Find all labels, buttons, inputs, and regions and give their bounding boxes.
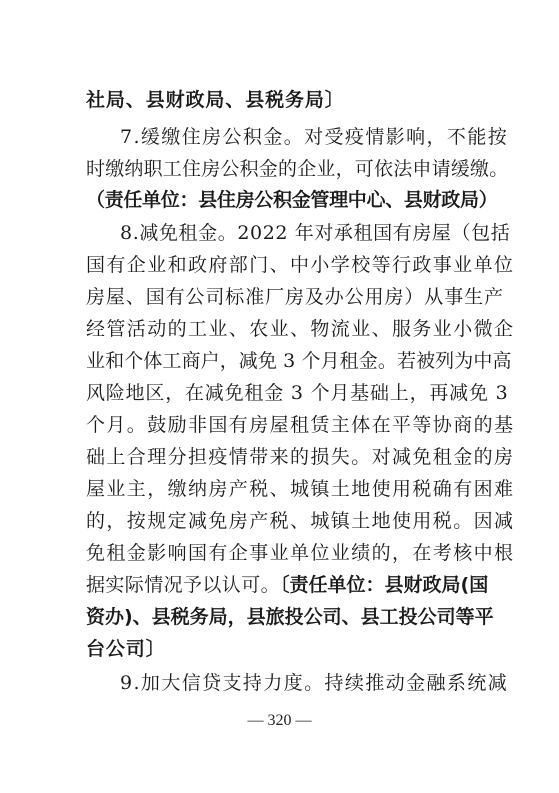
text-line-13: 屋业主，缴纳房产税、城镇土地使用税确有困难 [86, 478, 515, 500]
responsibility-unit-start: 〔责任单位：县财政局(国 [280, 574, 489, 596]
text-line-11: 个月。鼓励非国有房屋租赁主体在平等协商的基 [86, 414, 515, 436]
text-line-7: 房屋、国有公司标准厂房及办公用房）从事生产 [86, 286, 504, 308]
text-line-12: 础上合理分担疫情带来的损失。对减免租金的房 [86, 446, 515, 468]
text-line-3: 时缴纳职工住房公积金的企业，可依法申请缓缴。 [86, 158, 509, 180]
text-line-2: 7.缓缴住房公积金。对受疫情影响，不能按 [120, 126, 509, 148]
text-line-18: 台公司〕 [86, 638, 166, 660]
text-line-15: 免租金影响国有企事业单位业绩的，在考核中根 [86, 542, 515, 564]
text-line-5: 8.减免租金。2022 年对承租国有房屋（包括 [120, 222, 511, 244]
text-line-16 [86, 572, 489, 598]
text-line-19: 9.加大信贷支持力度。持续推动金融系统减 [120, 672, 509, 694]
text-line-4: （责任单位：县住房公积金管理中心、县财政局） [86, 189, 498, 211]
text-line-9: 业和个体工商户，减免 3 个月租金。若被列为中高 [86, 350, 512, 372]
text-line-1: 社局、县财政局、县税务局〕 [86, 89, 345, 111]
text-line-17: 资办)、县税务局，县旅投公司、县工投公司等平 [86, 606, 494, 628]
page-number: — 320 — [247, 712, 312, 729]
text-line-8: 经管活动的工业、农业、物流业、服务业小微企 [86, 318, 515, 340]
text-line-16-regular: 据实际情况予以认可。 [86, 574, 281, 596]
text-line-6: 国有企业和政府部门、中小学校等行政事业单位 [86, 254, 515, 276]
text-line-14: 的，按规定减免房产税、城镇土地使用税。因减 [86, 510, 515, 532]
text-line-10: 风险地区，在减免租金 3 个月基础上，再减免 3 [86, 382, 509, 404]
